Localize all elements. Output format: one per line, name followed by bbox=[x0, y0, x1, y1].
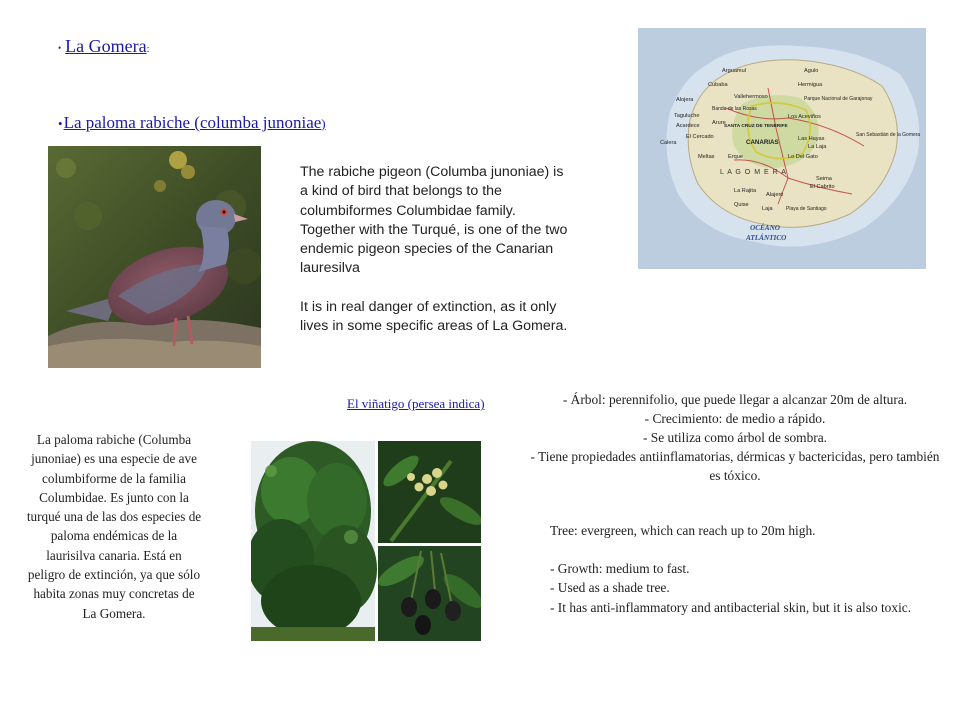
map-label-arure: Arure bbox=[712, 120, 726, 126]
map-label-acevinos: Los Aceviños bbox=[788, 114, 821, 120]
map-label-san-sebastian: San Sebastián de la Gomera bbox=[856, 132, 921, 138]
map-label-quise: Quise bbox=[734, 202, 749, 208]
map-label-alojera: Alojera bbox=[676, 97, 694, 103]
flower-photo bbox=[378, 441, 481, 543]
map-label-lo-del-gato: Lo Del Gato bbox=[788, 154, 818, 160]
arbol-es-line-1: - Árbol: perennifolio, que puede llegar a alcanzar 20m de altura. bbox=[562, 392, 908, 407]
vinatigo-link[interactable]: El viñatigo (persea indica) bbox=[347, 396, 485, 411]
pigeon-photo bbox=[48, 146, 261, 368]
map-label-agulo: Agulo bbox=[804, 68, 819, 74]
pigeon-en-paragraph-2: It is in real danger of extinction, as it only lives in some specific areas of La Gomera. bbox=[300, 298, 568, 335]
map-label-la-rajita: La Rajita bbox=[734, 188, 757, 194]
map-label-cubaba: Cubaba bbox=[708, 82, 728, 88]
map-label-el-cercado: El Cercado bbox=[686, 134, 714, 140]
map-label-banda: Banda de las Rosas bbox=[712, 106, 757, 112]
arbol-es-line-3: - Se utiliza como árbol de sombra. bbox=[642, 430, 828, 445]
map-label-erque: Erque bbox=[728, 154, 743, 160]
tree-en-spacer bbox=[550, 540, 945, 559]
bullet-icon: • bbox=[58, 116, 63, 131]
bullet-icon: • bbox=[58, 42, 62, 53]
map-label-las-hayas: Las Hayas bbox=[798, 136, 825, 142]
map-ocean-label-2: ATLÁNTICO bbox=[746, 234, 787, 242]
map-ocean-label-1: OCÉANO bbox=[750, 224, 780, 232]
map-label-santa-cruz: SANTA CRUZ DE TENERIFE bbox=[724, 124, 788, 129]
paloma-link-paren: ) bbox=[321, 116, 326, 131]
map-label-canarias: CANARIAS bbox=[746, 139, 779, 146]
tree-description-es bbox=[528, 390, 942, 485]
map-label-el-cabrito: El Cabrito bbox=[810, 184, 835, 190]
pigeon-description-es: La paloma rabiche (Columba junoniae) es una especie de ave columbiforme de la familia Columbidae. Es junto con la turqué una de las dos especies de paloma endémicas de la laurisilva canaria. Está en peligro de extinción, ya que sólo habita zonas muy concretas de La Gomera. bbox=[26, 432, 202, 621]
map-label-alajero: Alajeró bbox=[766, 192, 784, 198]
tree-en-line-3: - Used as a shade tree. bbox=[550, 580, 670, 596]
pigeon-en-paragraph-1: The rabiche pigeon (Columba junoniae) is a kind of bird that belongs to the columbiformes Columbidae family. Together with the Turqué, is one of the two endemic pigeon species of the Canarian lauresilva bbox=[300, 164, 568, 277]
paloma-link-text: La paloma rabiche (columba junoniae bbox=[63, 113, 322, 132]
map-label-la-laja: La Laja bbox=[808, 144, 827, 150]
heading-colon: : bbox=[146, 44, 150, 55]
tree-en-line-1: Tree: evergreen, which can reach up to 20m high. bbox=[550, 523, 816, 538]
heading-paloma-rabiche bbox=[58, 113, 326, 133]
map-label-playa-santiago: Playa de Santiago bbox=[786, 206, 827, 212]
tree-en-line-4: - It has anti-inflammatory and antibacterial skin, but it is also toxic. bbox=[550, 599, 912, 615]
la-gomera-map bbox=[638, 28, 926, 269]
map-label-hermigua: Hermigua bbox=[798, 82, 823, 88]
map-label-acardece: Acardece bbox=[676, 123, 700, 129]
paloma-rabiche-link[interactable] bbox=[64, 113, 326, 132]
map-label-parque: Parque Nacional de Garajonay bbox=[804, 96, 873, 102]
tree-description-en bbox=[550, 521, 945, 617]
arbol-es-line-4: - Tiene propiedades antiinflamatorias, dérmicas y bactericidas, pero también es tóxico. bbox=[530, 449, 940, 483]
map-island-label: L A G O M E R A bbox=[720, 169, 787, 176]
arbol-es-line-2: - Crecimiento: de medio a rápido. bbox=[644, 411, 826, 426]
vinatigo-photo-collage bbox=[251, 441, 481, 641]
tree-en-line-2: - Growth: medium to fast. bbox=[550, 561, 690, 577]
pigeon-description-en bbox=[300, 163, 572, 336]
la-gomera-link[interactable]: La Gomera bbox=[65, 36, 147, 56]
map-label-meltas: Meltas bbox=[698, 154, 715, 160]
map-label-taguluche: Taguluche bbox=[674, 113, 700, 119]
map-label-seima: Seima bbox=[816, 176, 832, 182]
map-label-vallehermoso: Vallehermoso bbox=[734, 94, 768, 100]
fruit-photo bbox=[374, 546, 481, 641]
map-label-laja: Laja bbox=[762, 206, 773, 212]
map-label-calera: Calera bbox=[660, 140, 677, 146]
heading-la-gomera bbox=[58, 36, 149, 57]
map-label-arguamul: Arguamul bbox=[722, 68, 746, 74]
tree-photo bbox=[251, 441, 377, 641]
